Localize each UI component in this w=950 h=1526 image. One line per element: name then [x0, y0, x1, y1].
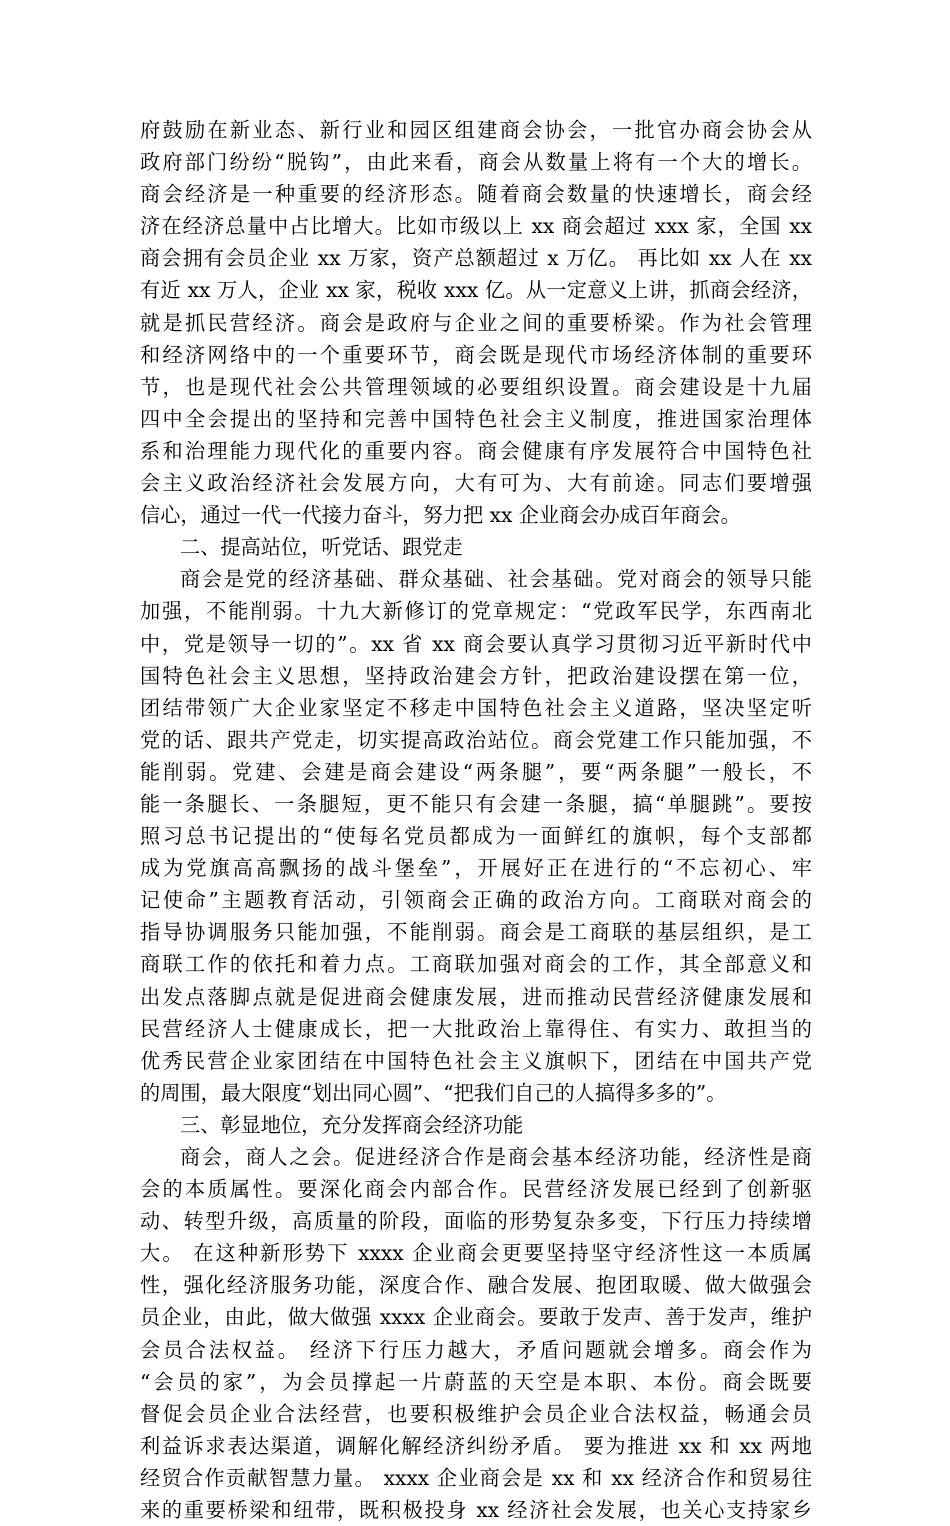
text-line: 会主义政治经济社会发展方向，大有可为、大有前途。同志们要增强 [140, 471, 812, 496]
text-line: 成为党旗高高飘扬的战斗堡垒”，开展好正在进行的“不忘初心、牢 [140, 856, 812, 881]
text-line: 能削弱。党建、会建是商会建设“两条腿”，要“两条腿”一般长，不 [140, 759, 812, 784]
text-line: 四中全会提出的坚持和完善中国特色社会主义制度，推进国家治理体 [140, 406, 812, 431]
text-line: 优秀民营企业家团结在中国特色社会主义旗帜下，团结在中国共产党 [140, 1048, 812, 1073]
text-line: 性，强化经济服务功能，深度合作、融合发展、抱团取暖、做大做强会 [140, 1273, 812, 1298]
section-heading: 二、提高站位，听党话、跟党走 [180, 535, 463, 560]
text-line: “会员的家”，为会员撑起一片蔚蓝的天空是本职、本份。商会既要 [140, 1369, 812, 1394]
text-line: 商会经济是一种重要的经济形态。随着商会数量的快速增长，商会经 [140, 182, 812, 207]
text-line: 商会拥有会员企业 xx 万家，资产总额超过 x 万亿。 再比如 xx 人在 xx [140, 246, 812, 271]
document-page [140, 114, 812, 1526]
text-line: 民营经济人士健康成长，把一大批政治上靠得住、有实力、敢担当的 [140, 1016, 812, 1041]
text-line: 照习总书记提出的“使每名党员都成为一面鲜红的旗帜，每个支部都 [140, 824, 812, 849]
text-line: 大。 在这种新形势下 xxxx 企业商会更要坚持坚守经济性这一本质属 [140, 1241, 812, 1266]
text-line: 和经济网络中的一个重要环节，商会既是现代市场经济体制的重要环 [140, 342, 812, 367]
text-line: 就是抓民营经济。商会是政府与企业之间的重要桥梁。作为社会管理 [140, 310, 812, 335]
text-line: 有近 xx 万人，企业 xx 家，税收 xxx 亿。从一定意义上讲，抓商会经济， [140, 278, 812, 303]
text-line: 经贸合作贡献智慧力量。 xxxx 企业商会是 xx 和 xx 经济合作和贸易往 [140, 1465, 812, 1490]
text-line: 能一条腿长、一条腿短，更不能只有会建一条腿，搞“单腿跳”。要按 [140, 791, 812, 816]
text-line: 商会，商人之会。促进经济合作是商会基本经济功能，经济性是商 [180, 1145, 812, 1169]
text-line: 动、转型升级，高质量的阶段，面临的形势复杂多变，下行压力持续增 [140, 1209, 812, 1234]
text-line: 指导协调服务只能加强，不能削弱。商会是工商联的基层组织，是工 [140, 920, 812, 945]
text-line: 中，党是领导一切的”。xx 省 xx 商会要认真学习贯彻习近平新时代中 [140, 631, 812, 656]
text-line: 员企业，由此，做大做强 xxxx 企业商会。要敢于发声、善于发声，维护 [140, 1305, 812, 1330]
text-line: 商联工作的依托和着力点。工商联加强对商会的工作，其全部意义和 [140, 952, 812, 977]
section-heading: 三、彰显地位，充分发挥商会经济功能 [180, 1112, 524, 1137]
text-line: 督促会员企业合法经营，也要积极维护会员企业合法权益，畅通会员 [140, 1401, 812, 1426]
text-line: 会的本质属性。要深化商会内部合作。民营经济发展已经到了创新驱 [140, 1177, 812, 1202]
text-line: 利益诉求表达渠道，调解化解经济纠纷矛盾。 要为推进 xx 和 xx 两地 [140, 1433, 812, 1458]
text-line: 记使命”主题教育活动，引领商会正确的政治方向。工商联对商会的 [140, 888, 812, 913]
text-line: 商会是党的经济基础、群众基础、社会基础。党对商会的领导只能 [180, 567, 812, 592]
text-line: 加强，不能削弱。十九大新修订的党章规定：“党政军民学，东西南北 [140, 599, 812, 624]
text-line: 出发点落脚点就是促进商会健康发展，进而推动民营经济健康发展和 [140, 984, 812, 1009]
text-line: 的周围，最大限度“划出同心圆”、“把我们自己的人搞得多多的”。 [140, 1080, 727, 1105]
text-line: 国特色社会主义思想，坚持政治建会方针，把政治建设摆在第一位， [140, 663, 812, 688]
text-line: 府鼓励在新业态、新行业和园区组建商会协会，一批官办商会协会从 [140, 118, 812, 142]
text-line: 来的重要桥梁和纽带，既积极投身 xx 经济社会发展，也关心支持家乡 [140, 1498, 812, 1523]
text-line: 济在经济总量中占比增大。比如市级以上 xx 商会超过 xxx 家，全国 xx [140, 214, 812, 239]
text-line: 信心，通过一代一代接力奋斗，努力把 xx 企业商会办成百年商会。 [140, 503, 741, 528]
text-line: 团结带领广大企业家坚定不移走中国特色社会主义道路，坚决坚定听 [140, 695, 812, 720]
text-line: 系和治理能力现代化的重要内容。商会健康有序发展符合中国特色社 [140, 438, 812, 463]
text-line: 政府部门纷纷“脱钩”，由此来看，商会从数量上将有一个大的增长。 [140, 150, 812, 175]
text-line: 党的话、跟共产党走，切实提高政治站位。商会党建工作只能加强，不 [140, 727, 812, 752]
text-line: 会员合法权益。 经济下行压力越大，矛盾问题就会增多。商会作为 [140, 1337, 812, 1362]
text-line: 节，也是现代社会公共管理领域的必要组织设置。商会建设是十九届 [140, 374, 812, 399]
